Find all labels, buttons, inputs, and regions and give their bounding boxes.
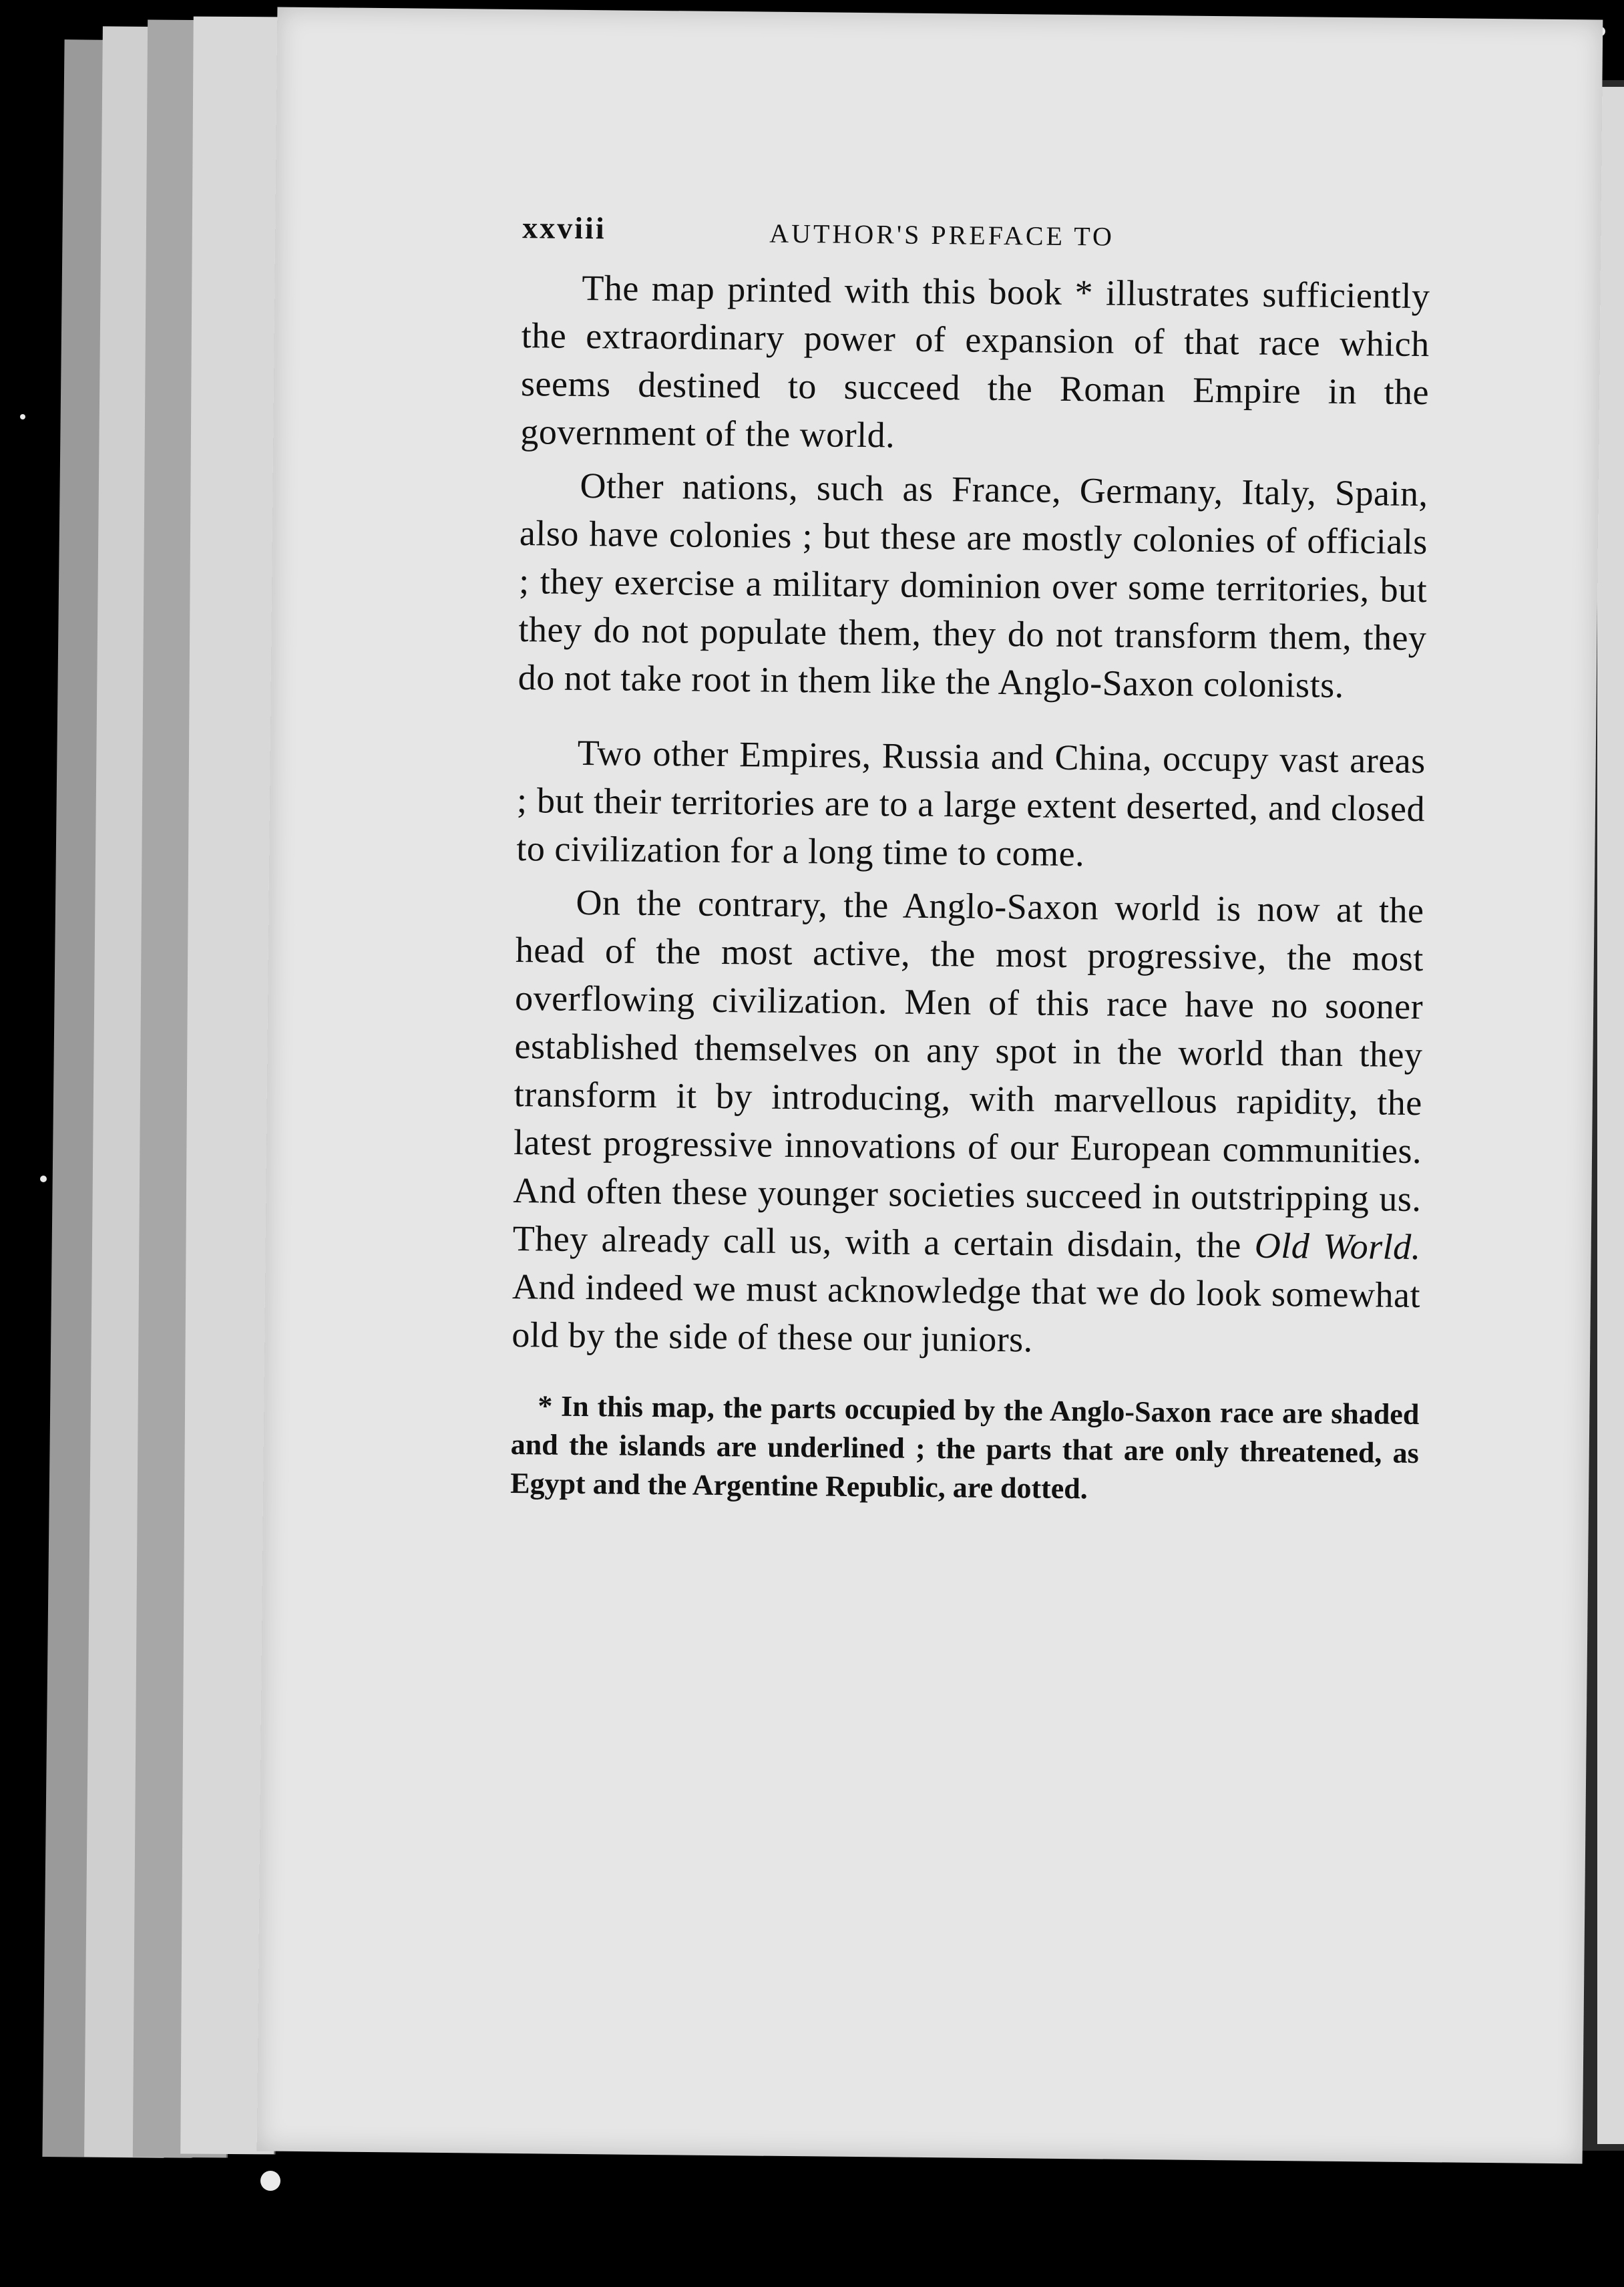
footnote xyxy=(510,1387,1420,1512)
paragraph-4 xyxy=(512,878,1424,1367)
paragraph-4-start: On the contrary, the Anglo-Saxon world is now at the head of the most active, the most progressive, the most overflowing civilization. Men of this race have no sooner established themselves on any spot in the world than they transform it by introducing, with marvellous rapidity, the latest progressive innovations of our European communities. And often these younger societies succeed in outstripping us. They already call us, with a certain disdain, the xyxy=(512,882,1424,1266)
running-title: AUTHOR'S PREFACE TO xyxy=(769,218,1115,252)
page-number: xxviii xyxy=(522,210,606,246)
dust-speck xyxy=(40,1176,47,1182)
dust-speck xyxy=(20,414,25,419)
paragraph-2: Other nations, such as France, Germany, Italy, Spain, also have colonies ; but these are mostly colonies of officials ; they exercise a military dominion over some territories, but they do not populate them, they do not transform them, they do not take root in them like the Anglo-Saxon colonists. xyxy=(518,465,1428,705)
dust-speck xyxy=(260,2171,280,2191)
paragraph-1-start: The map printed with this book xyxy=(582,267,1062,313)
footnote-text: In this map, the parts occupied by the Anglo-Saxon race are shaded and the islands are underlined ; the parts that are only threatened, as Egypt and the Argentine Republic, are dotted. xyxy=(510,1389,1420,1506)
paragraph-4-rest: And indeed we must acknowledge that we do look somewhat old by the side of these our juniors. xyxy=(512,1266,1421,1360)
footnote-reference-mark: * xyxy=(1074,273,1094,313)
paragraph-3: Two other Empires, Russia and China, occupy vast areas ; but their territories are to a large extent deserted, and closed to civilization for a long time to come. xyxy=(516,732,1426,874)
footnote-mark: * xyxy=(538,1389,553,1423)
page-header xyxy=(522,210,1431,272)
text-block xyxy=(510,210,1431,1541)
old-world-italic: Old World. xyxy=(1254,1225,1422,1268)
paragraph-1-rest: illustrates sufficiently the extraordinary power of expansion of that race which seems destined to succeed the Roman Empire in the government of the world. xyxy=(520,273,1430,456)
book-page xyxy=(257,7,1603,2164)
paragraph-1 xyxy=(520,263,1430,464)
facing-page-edge xyxy=(1597,87,1624,2144)
